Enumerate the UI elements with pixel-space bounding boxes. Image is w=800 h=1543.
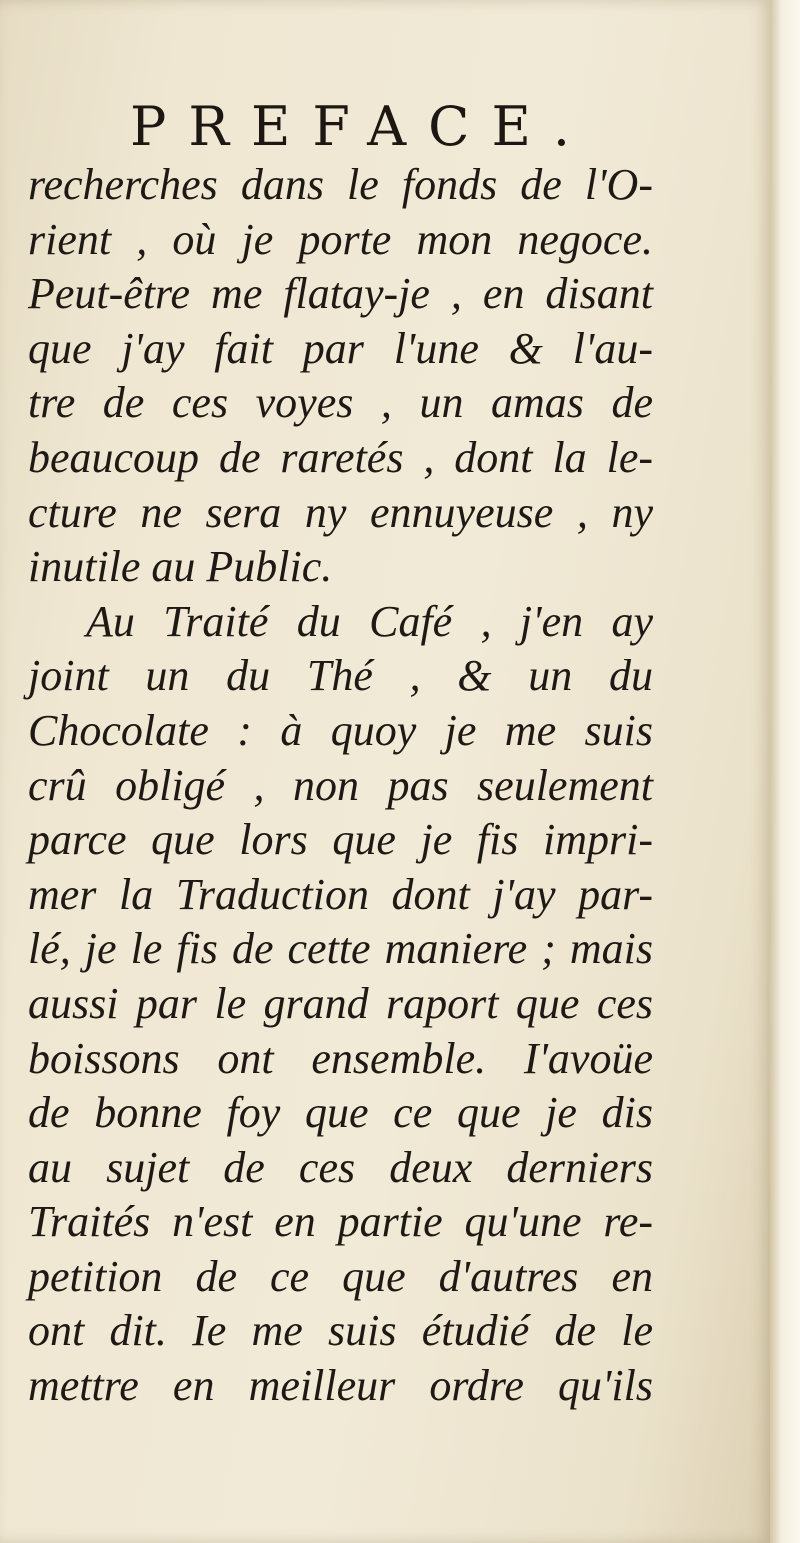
text-line: lé, je le fis de cette maniere ; mais xyxy=(28,924,653,974)
paragraph-start-line: Au Traité du Café , j'en ay xyxy=(86,596,653,646)
text-line: boissons ont ensemble. I'avoüe xyxy=(28,1033,653,1083)
page-edge xyxy=(770,0,800,1543)
running-title: PREFACE. xyxy=(130,95,593,158)
text-line: aussi par le grand raport que ces xyxy=(28,978,653,1028)
text-line: inutile au Public. xyxy=(28,542,333,592)
text-line: Chocolate : à quoy je me suis xyxy=(28,705,653,755)
text-line: de bonne foy que ce que je dis xyxy=(28,1088,653,1138)
text-line: Peut-être me flatay-je , en disant xyxy=(28,269,653,319)
text-line: mer la Traduction dont j'ay par- xyxy=(28,869,653,919)
text-line: au sujet de ces deux derniers xyxy=(28,1142,653,1192)
text-line: beaucoup de raretés , dont la le- xyxy=(28,432,653,482)
text-line: cture ne sera ny ennuyeuse , ny xyxy=(28,487,653,537)
text-line: tre de ces voyes , un amas de xyxy=(28,378,653,428)
text-line: rient , où je porte mon negoce. xyxy=(28,214,653,264)
text-line: petition de ce que d'autres en xyxy=(28,1251,653,1301)
text-line: que j'ay fait par l'une & l'au- xyxy=(28,323,653,373)
text-line: mettre en meilleur ordre qu'ils xyxy=(28,1361,653,1411)
text-line: ont dit. Ie me suis étudié de le xyxy=(28,1306,653,1356)
text-line: joint un du Thé , & un du xyxy=(28,651,653,701)
text-line: parce que lors que je fis impri- xyxy=(28,815,653,865)
text-line: recherches dans le fonds de l'O- xyxy=(28,160,653,209)
body-text xyxy=(28,158,653,1414)
text-line: crû obligé , non pas seulement xyxy=(28,760,653,810)
text-line: Traités n'est en partie qu'une re- xyxy=(28,1197,653,1247)
